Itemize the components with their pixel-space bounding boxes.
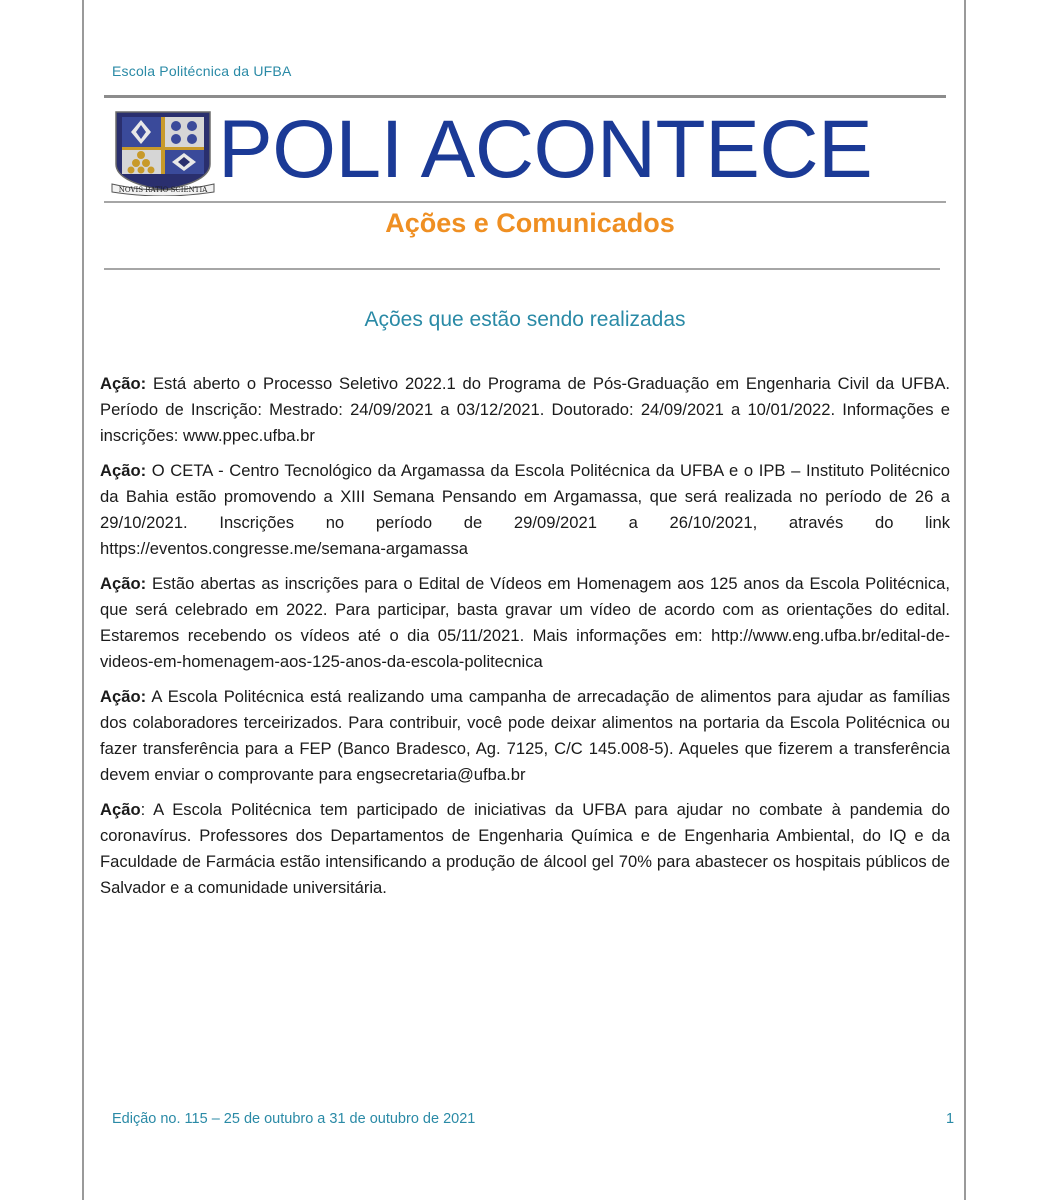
action-text: Estão abertas as inscrições para o Edital de Vídeos em Homenagem aos 125 anos da Escola Politécnica, que será celebrado em 2022. Para participar, basta gravar um vídeo de acordo com as orientações do edital. Estaremos recebendo os vídeos até o dia 05/11/2021. Mais informações em: http://www.eng.ufba.br/edital-de-videos-em-homenagem-aos-125-anos-da-escola-politecnica xyxy=(100,574,950,671)
ufba-crest-logo xyxy=(110,108,216,196)
action-item xyxy=(100,371,950,449)
school-name: Escola Politécnica da UFBA xyxy=(112,63,292,79)
action-label: Ação: xyxy=(100,574,147,593)
footer-edition: Edição no. 115 – 25 de outubro a 31 de outubro de 2021 xyxy=(112,1111,476,1127)
masthead-subtitle: Ações e Comunicados xyxy=(385,208,675,238)
svg-text:NOVIS RATIO SCIENTIA: NOVIS RATIO SCIENTIA xyxy=(118,186,208,194)
action-item xyxy=(100,571,950,675)
page-number: 1 xyxy=(946,1111,955,1127)
action-text: : A Escola Politécnica tem participado de iniciativas da UFBA para ajudar no combate à pandemia do coronavírus. Professores dos Departamentos de Engenharia Química e de Engenharia Ambiental, do IQ e da Faculdade de Farmácia estão intensificando a produção de álcool gel 70% para abastecer os hospitais públicos de Salvador e a comunidade universitária. xyxy=(100,800,950,897)
action-item xyxy=(100,797,950,901)
action-list xyxy=(100,371,950,910)
action-label: Ação: xyxy=(100,687,147,706)
action-item xyxy=(100,458,950,562)
action-item xyxy=(100,684,950,788)
action-text: O CETA - Centro Tecnológico da Argamassa da Escola Politécnica da UFBA e o IPB – Instituto Politécnico da Bahia estão promovendo a XIII Semana Pensando em Argamassa, que será realizada no período de 26 a 29/10/2021. Inscrições no período de 29/09/2021 a 26/10/2021, através do link https://eventos.congresse.me/semana-argamassa xyxy=(100,461,950,558)
action-text: Está aberto o Processo Seletivo 2022.1 do Programa de Pós-Graduação em Engenharia Civil da UFBA. Período de Inscrição: Mestrado: 24/09/2021 a 03/12/2021. Doutorado: 24/09/2021 a 10/01/2022. Informações e inscrições: www.ppec.ufba.br xyxy=(100,374,950,445)
header-rule-top xyxy=(104,95,946,98)
action-label: Ação xyxy=(100,800,141,819)
masthead-title: POLI ACONTECE xyxy=(218,104,873,195)
section-heading: Ações que estão sendo realizadas xyxy=(364,308,686,331)
action-label: Ação: xyxy=(100,374,147,393)
header-rule-bottom xyxy=(104,268,940,270)
action-text: A Escola Politécnica está realizando uma campanha de arrecadação de alimentos para ajudar as famílias dos colaboradores terceirizados. Para contribuir, você pode deixar alimentos na portaria da Escola Politécnica ou fazer transferência para a FEP (Banco Bradesco, Ag. 7125, C/C 145.008-5). Aqueles que fizerem a transferência devem enviar o comprovante para engsecretaria@ufba.br xyxy=(100,687,950,784)
header-rule-middle xyxy=(104,201,946,203)
action-label: Ação: xyxy=(100,461,147,480)
